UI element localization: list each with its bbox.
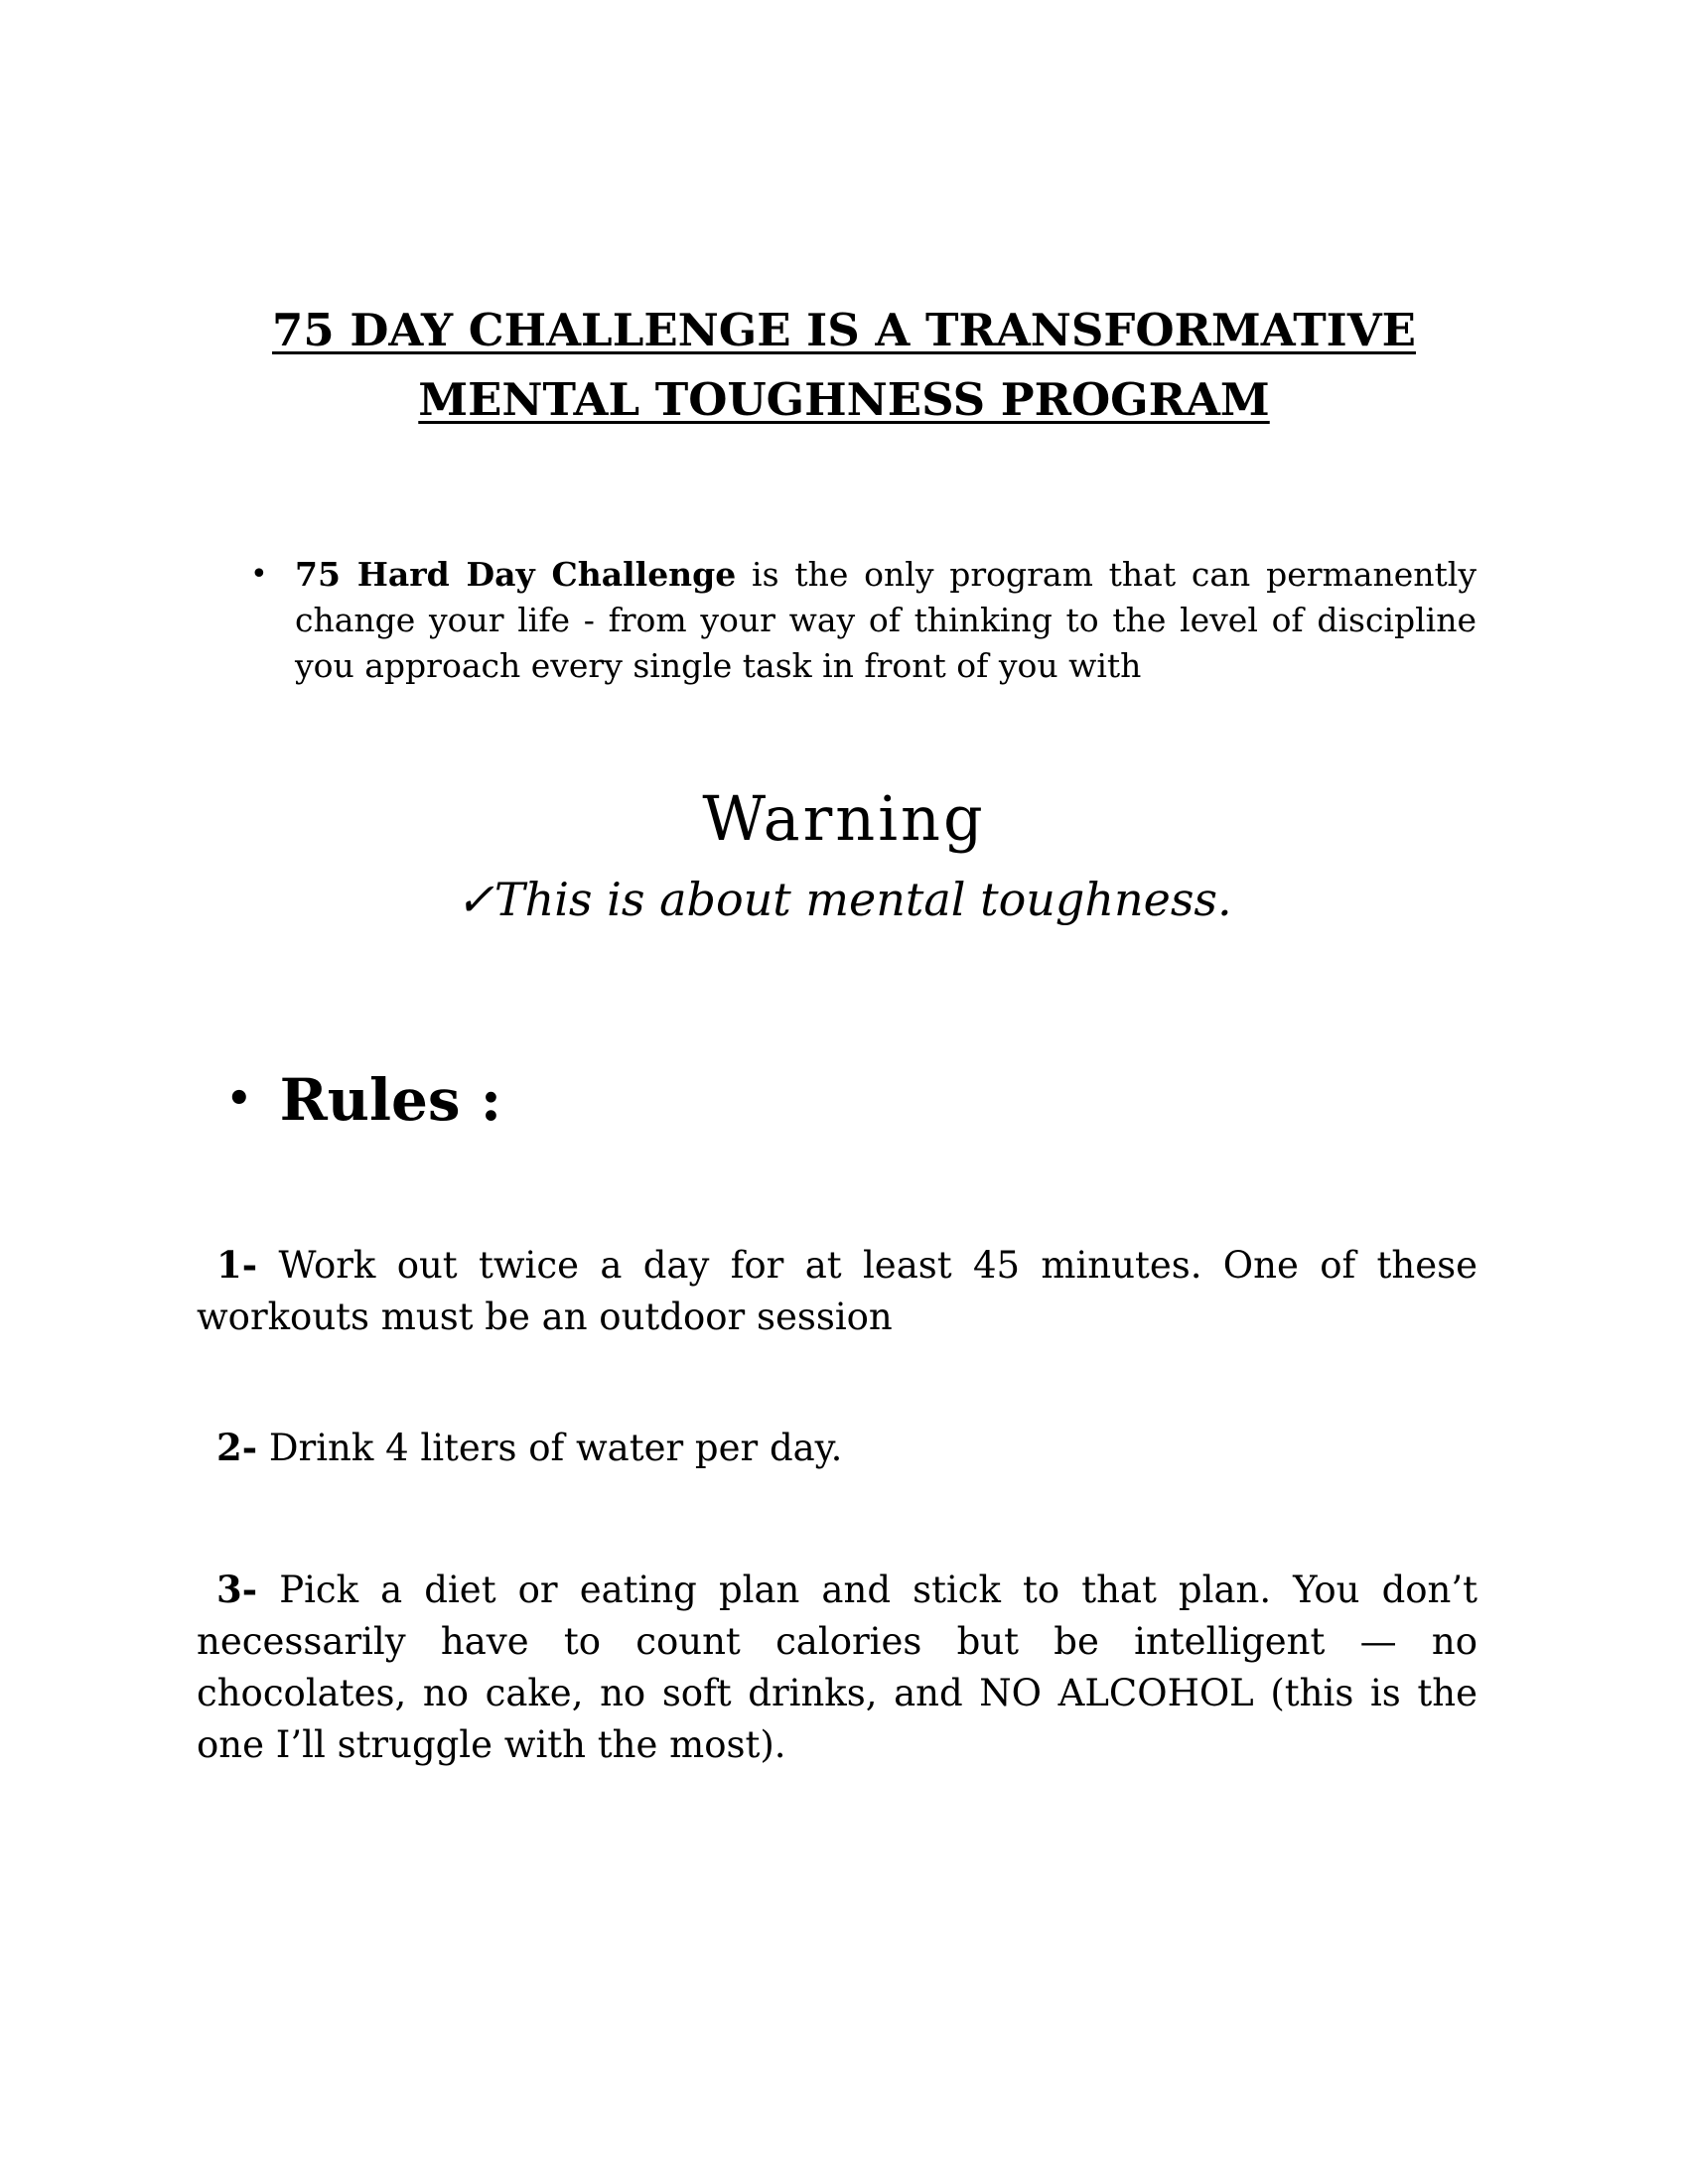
rules-heading: [226, 1060, 501, 1145]
warning-subtitle: [0, 870, 1688, 929]
rule-text: Pick a diet or eating plan and stick to that plan. You don’t necessarily have to count calories but be intelligent — no chocolates, no cake, no soft drinks, and NO ALCOHOL (this is the one I’ll struggle with the most).: [197, 1569, 1477, 1766]
rule-item-3: [197, 1564, 1477, 1771]
warning-title: Warning: [702, 782, 986, 855]
bullet-icon: •: [250, 557, 268, 592]
rule-number: 2-: [216, 1426, 258, 1469]
rule-item-1: [197, 1239, 1477, 1343]
title-line-2: MENTAL TOUGHNESS PROGRAM: [418, 373, 1270, 426]
intro-paragraph: [250, 552, 1477, 689]
rule-text: Drink 4 liters of water per day.: [257, 1427, 843, 1469]
rule-number: 1-: [216, 1243, 258, 1287]
warning-subtitle-text: This is about mental toughness.: [493, 873, 1232, 926]
checkmark-icon: ✓: [456, 873, 494, 926]
rule-number: 3-: [216, 1568, 258, 1611]
intro-bold-lead: 75 Hard Day Challenge: [295, 555, 737, 594]
rule-item-2: [197, 1422, 1477, 1474]
rules-heading-text: Rules :: [279, 1066, 502, 1134]
document-title: [199, 296, 1489, 435]
intro-text: is the only program that can permanently change your life - from your way of thinking to the level of discipline you approach every single task in front of you with: [295, 555, 1477, 685]
bullet-icon: •: [226, 1075, 252, 1122]
title-line-1: 75 DAY CHALLENGE IS A TRANSFORMATIVE: [272, 304, 1416, 356]
rule-text: Work out twice a day for at least 45 minutes. One of these workouts must be an outdoor session: [197, 1244, 1477, 1338]
